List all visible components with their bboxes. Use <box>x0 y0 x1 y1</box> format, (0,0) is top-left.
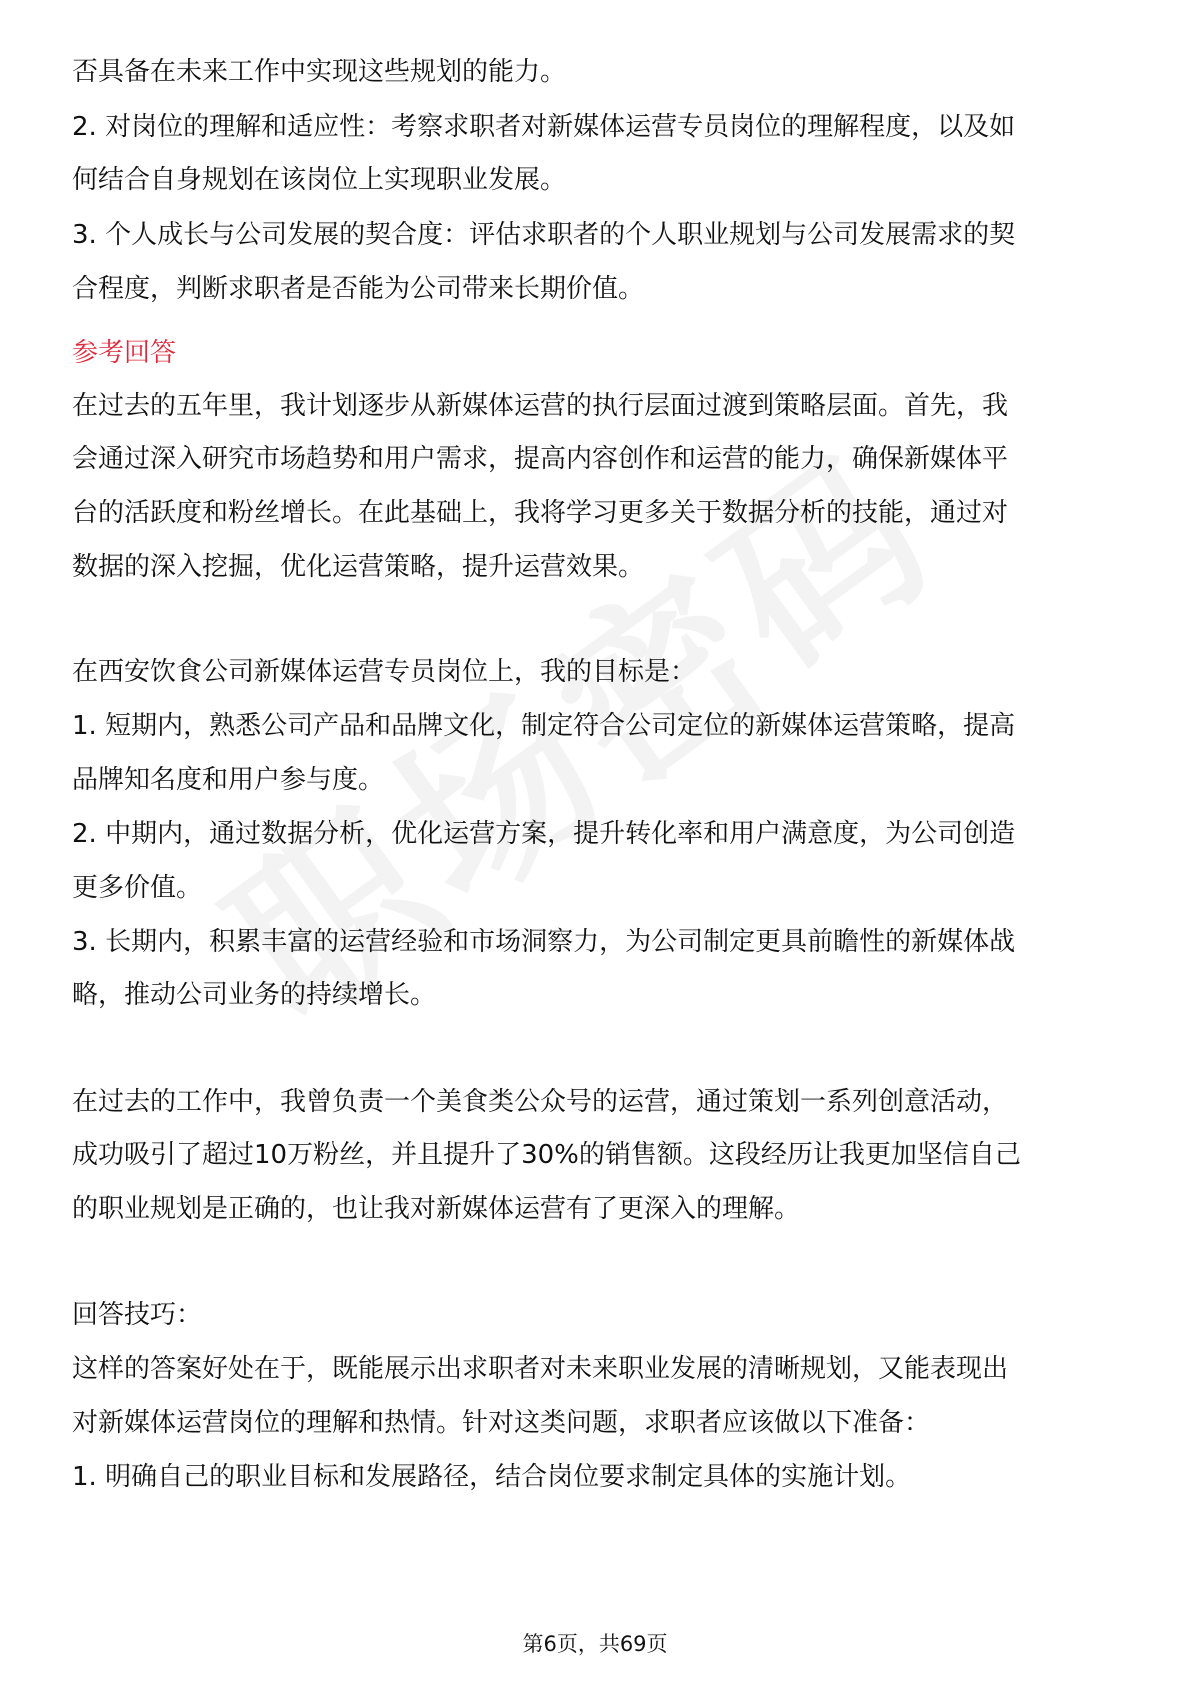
text-line: 成功吸引了超过10万粉丝，并且提升了30%的销售额。这段经历让我更加坚信自己 <box>72 1140 1021 1170</box>
page-number: 第6页，共69页 <box>522 1632 668 1656</box>
text-line: 更多价值。 <box>72 873 203 903</box>
text-line: 3. 个人成长与公司发展的契合度：评估求职者的个人职业规划与公司发展需求的契 <box>72 220 1016 250</box>
text-line: 1. 短期内，熟悉公司产品和品牌文化，制定符合公司定位的新媒体运营策略，提高 <box>72 711 1016 741</box>
text-line: 在西安饮食公司新媒体运营专员岗位上，我的目标是： <box>72 657 697 687</box>
text-line: 数据的深入挖掘，优化运营策略，提升运营效果。 <box>72 552 645 582</box>
text-line: 对新媒体运营岗位的理解和热情。针对这类问题，求职者应该做以下准备： <box>72 1408 931 1438</box>
text-line: 2. 中期内，通过数据分析，优化运营方案，提升转化率和用户满意度，为公司创造 <box>72 819 1016 849</box>
text-line: 1. 明确自己的职业目标和发展路径，结合岗位要求制定具体的实施计划。 <box>72 1462 912 1492</box>
section-heading: 参考回答 <box>72 338 177 368</box>
text-line: 台的活跃度和粉丝增长。在此基础上，我将学习更多关于数据分析的技能，通过对 <box>72 498 1009 528</box>
text-line: 会通过深入研究市场趋势和用户需求，提高内容创作和运营的能力，确保新媒体平 <box>72 444 1009 474</box>
text-line: 回答技巧： <box>72 1300 203 1330</box>
text-line: 2. 对岗位的理解和适应性：考察求职者对新媒体运营专员岗位的理解程度，以及如 <box>72 112 1016 142</box>
text-line: 3. 长期内，积累丰富的运营经验和市场洞察力，为公司制定更具前瞻性的新媒体战 <box>72 927 1016 957</box>
text-line: 合程度，判断求职者是否能为公司带来长期价值。 <box>72 274 645 304</box>
text-line: 略，推动公司业务的持续增长。 <box>72 980 437 1010</box>
text-line: 在过去的五年里，我计划逐步从新媒体运营的执行层面过渡到策略层面。首先，我 <box>72 391 1009 421</box>
text-line: 何结合自身规划在该岗位上实现职业发展。 <box>72 165 567 195</box>
text-line: 在过去的工作中，我曾负责一个美食类公众号的运营，通过策划一系列创意活动， <box>72 1087 1009 1117</box>
text-line: 否具备在未来工作中实现这些规划的能力。 <box>72 57 567 87</box>
text-line: 这样的答案好处在于，既能展示出求职者对未来职业发展的清晰规划，又能表现出 <box>72 1354 1009 1384</box>
text-line: 的职业规划是正确的，也让我对新媒体运营有了更深入的理解。 <box>72 1194 801 1224</box>
text-line: 品牌知名度和用户参与度。 <box>72 765 385 795</box>
